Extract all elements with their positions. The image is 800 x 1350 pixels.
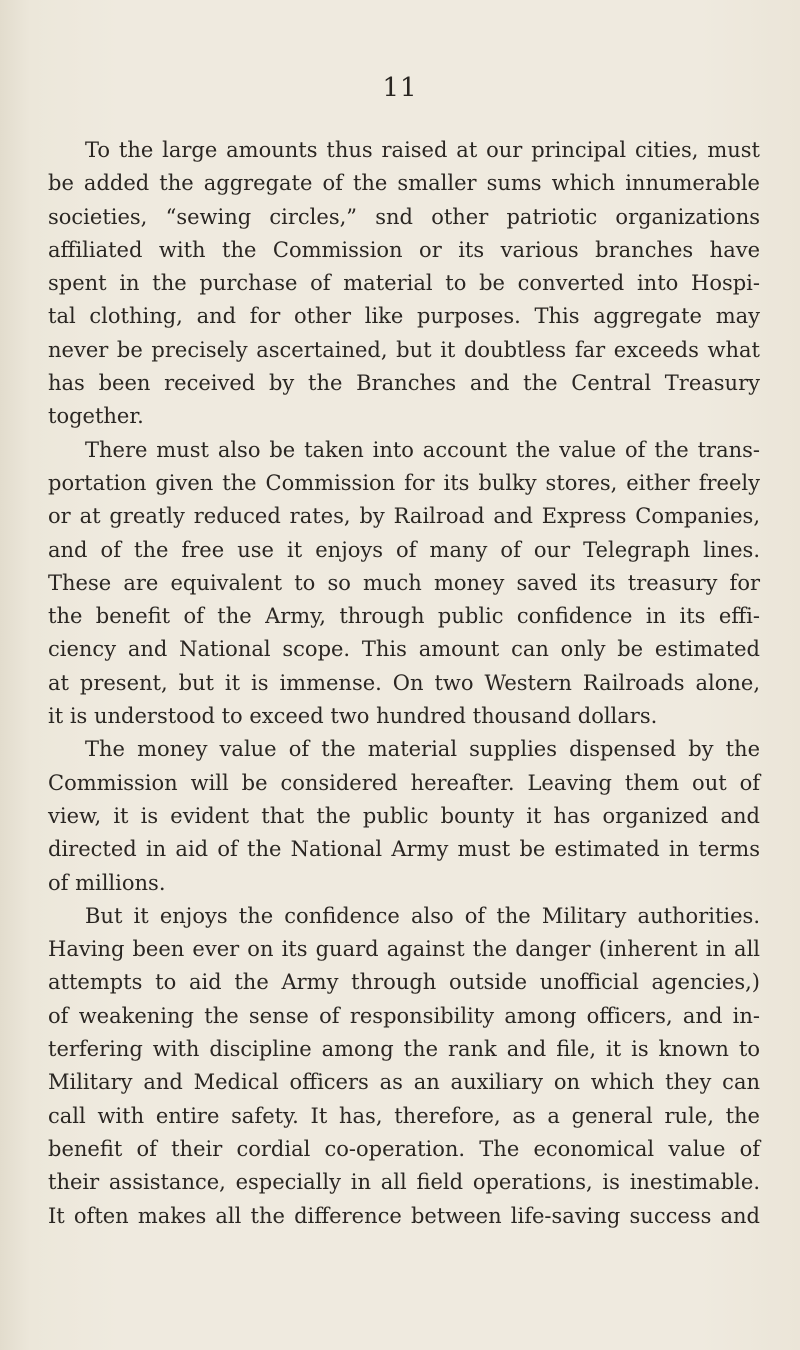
text-line: together.: [48, 404, 144, 429]
text-line: affiliated with the Commission or its various branches have: [48, 237, 760, 262]
text-line: These are equivalent to so much money saved its treasury for: [48, 570, 760, 595]
text-line: directed in aid of the National Army must be estimated in terms: [48, 837, 760, 862]
text-line: benefit of their cordial co-operation. The economical value of: [48, 1136, 760, 1161]
text-line: and of the free use it enjoys of many of our Telegraph lines.: [48, 537, 760, 562]
text-line: has been received by the Branches and the Central Treasury: [48, 371, 760, 396]
text-line: be added the aggregate of the smaller sums which innumerable: [48, 171, 760, 196]
text-line: or at greatly reduced rates, by Railroad and Express Companies,: [48, 504, 760, 529]
text-line: of millions.: [48, 870, 166, 895]
body-text: [48, 134, 760, 1233]
text-line: tal clothing, and for other like purposes. This aggregate may: [48, 304, 760, 329]
text-line: Military and Medical officers as an auxiliary on which they can: [48, 1070, 760, 1095]
text-line: view, it is evident that the public bounty it has organized and: [48, 803, 760, 828]
text-line: ciency and National scope. This amount can only be estimated: [48, 637, 760, 662]
text-line: societies, “sewing circles,” snd other patriotic organizations: [48, 204, 760, 229]
text-line: Having been ever on its guard against the danger (inherent in all: [48, 937, 760, 962]
text-line: There must also be taken into account the value of the trans-: [85, 437, 760, 462]
text-line: spent in the purchase of material to be converted into Hospi-: [48, 271, 760, 296]
text-line: The money value of the material supplies dispensed by the: [85, 737, 760, 762]
text-line: portation given the Commission for its bulky stores, either freely: [48, 470, 760, 495]
text-line: attempts to aid the Army through outside unofficial agencies,): [48, 970, 760, 995]
text-line: But it enjoys the confidence also of the Military authorities.: [85, 903, 760, 928]
text-line: of weakening the sense of responsibility among officers, and in-: [48, 1003, 760, 1028]
text-line: the benefit of the Army, through public confidence in its effi-: [48, 604, 760, 629]
text-line: at present, but it is immense. On two Western Railroads alone,: [48, 670, 760, 695]
page-number: 11: [382, 73, 418, 103]
text-line: call with entire safety. It has, therefore, as a general rule, the: [48, 1103, 760, 1128]
text-line: it is understood to exceed two hundred thousand dollars.: [48, 704, 658, 729]
text-line: It often makes all the difference between life-saving success and: [48, 1203, 760, 1228]
text-line: their assistance, especially in all field operations, is inestimable.: [48, 1170, 760, 1195]
text-line: never be precisely ascertained, but it doubtless far exceeds what: [48, 337, 760, 362]
text-line: To the large amounts thus raised at our principal cities, must: [85, 138, 760, 162]
text-line: Commission will be considered hereafter. Leaving them out of: [48, 770, 760, 795]
text-line: terfering with discipline among the rank and file, it is known to: [48, 1037, 760, 1062]
